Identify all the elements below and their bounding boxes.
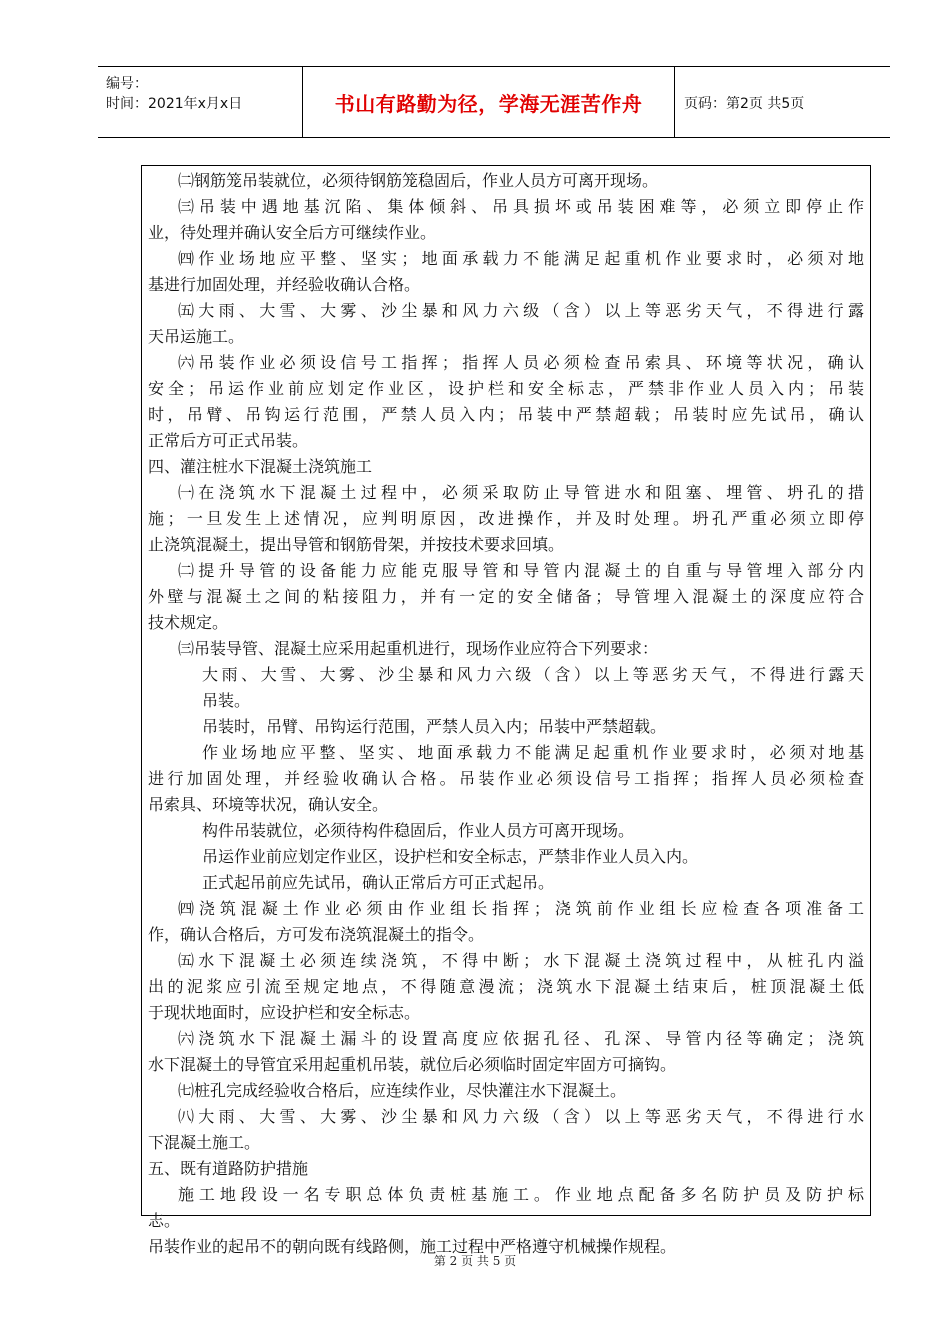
text-line: 吊装时，吊臂、吊钩运行范围，严禁人员入内；吊装中严禁超载。 (202, 717, 667, 736)
text-line: 外壁与混凝土之间的粘接阻力，并有一定的安全储备；导管埋入混凝土的深度应符合 (148, 587, 864, 606)
text-line: ㈤水下混凝土必须连续浇筑，不得中断；水下混凝土浇筑过程中，从桩孔内溢 (178, 951, 864, 970)
page-footer: 第 2 页 共 5 页 (433, 1254, 517, 1268)
page-label: 页码：第2页 共5页 (684, 96, 805, 112)
text-line: 吊运作业前应划定作业区，设护栏和安全标志，严禁非作业人员入内。 (202, 847, 699, 866)
text-line: 正常后方可正式吊装。 (148, 431, 309, 450)
text-line: 水下混凝土的导管宜采用起重机吊装，就位后必须临时固定牢固方可摘钩。 (148, 1055, 677, 1074)
text-line: 业，待处理并确认安全后方可继续作业。 (148, 223, 437, 242)
text-line: 构件吊装就位，必须待构件稳固后，作业人员方可离开现场。 (202, 821, 635, 840)
text-line: 作业场地应平整、坚实、地面承载力不能满足起重机作业要求时，必须对地基 (202, 743, 864, 762)
document-header (98, 66, 890, 138)
text-line: ㈡提升导管的设备能力应能克服导管和导管内混凝土的自重与导管埋入部分内 (178, 561, 864, 580)
text-line: 作，确认合格后，方可发布浇筑混凝土的指令。 (148, 925, 485, 944)
text-line: 技术规定。 (148, 613, 229, 632)
text-line: 安全；吊运作业前应划定作业区，设护栏和安全标志，严禁非作业人员入内；吊装 (148, 379, 864, 398)
text-line: 于现状地面时，应设护栏和安全标志。 (148, 1003, 421, 1022)
text-line: 时，吊臂、吊钩运行范围，严禁人员入内；吊装中严禁超载；吊装时应先试吊，确认 (148, 405, 864, 424)
text-line: 出的泥浆应引流至规定地点，不得随意漫流；浇筑水下混凝土结束后，桩顶混凝土低 (148, 977, 864, 996)
header-info-cell (98, 67, 302, 137)
text-line: ㈧大雨、大雪、大雾、沙尘暴和风力六级（含）以上等恶劣天气，不得进行水 (178, 1107, 864, 1126)
text-line: 下混凝土施工。 (148, 1133, 261, 1152)
text-line: 正式起吊前应先试吊，确认正常后方可正式起吊。 (202, 873, 555, 892)
section-heading: 四、灌注桩水下混凝土浇筑施工 (148, 457, 373, 476)
section-heading: 五、既有道路防护措施 (148, 1159, 309, 1178)
text-line: 施工地段设一名专职总体负责桩基施工。作业地点配备多名防护员及防护标 (178, 1185, 864, 1204)
text-line: 吊装作业的起吊不的朝向既有线路侧，施工过程中严格遵守机械操作规程。 (148, 1237, 677, 1256)
text-line: 大雨、大雪、大雾、沙尘暴和风力六级（含）以上等恶劣天气，不得进行露天 (202, 665, 864, 684)
text-line: ㈦桩孔完成经验收合格后，应连续作业，尽快灌注水下混凝土。 (178, 1081, 627, 1100)
text-line: 志。 (148, 1211, 181, 1230)
content-box (141, 165, 871, 1256)
text-line: ㈥吊装作业必须设信号工指挥；指挥人员必须检查吊索具、环境等状况，确认 (178, 353, 864, 372)
text-line: 吊索具、环境等状况，确认安全。 (148, 795, 389, 814)
text-line: ㈡钢筋笼吊装就位，必须待钢筋笼稳固后，作业人员方可离开现场。 (178, 171, 659, 190)
text-line: 基进行加固处理，并经验收确认合格。 (148, 275, 421, 294)
text-line: 施；一旦发生上述情况，应判明原因，改进操作，并及时处理。坍孔严重必须立即停 (148, 509, 864, 528)
text-line: ㈣浇筑混凝土作业必须由作业组长指挥；浇筑前作业组长应检查各项准备工 (178, 899, 864, 918)
text-line: ㈣作业场地应平整、坚实；地面承载力不能满足起重机作业要求时，必须对地 (178, 249, 864, 268)
text-line: ㈥浇筑水下混凝土漏斗的设置高度应依据孔径、孔深、导管内径等确定；浇筑 (178, 1029, 864, 1048)
text-line: 止浇筑混凝土，提出导管和钢筋骨架，并按技术要求回填。 (148, 535, 565, 554)
text-line: ㈤大雨、大雪、大雾、沙尘暴和风力六级（含）以上等恶劣天气，不得进行露 (178, 301, 864, 320)
date-label: 时间：2021年x月x日 (106, 96, 243, 112)
header-motto: 书山有路勤为径，学海无涯苦作舟 (334, 91, 643, 116)
number-label: 编号： (106, 76, 148, 92)
text-line: 天吊运施工。 (148, 327, 245, 346)
header-divider (674, 67, 675, 137)
text-line: 吊装。 (202, 691, 251, 710)
text-line: ㈠在浇筑水下混凝土过程中，必须采取防止导管进水和阻塞、埋管、坍孔的措 (178, 483, 864, 502)
text-line: ㈢吊装中遇地基沉陷、集体倾斜、吊具损坏或吊装困难等，必须立即停止作 (178, 197, 864, 216)
text-line: 进行加固处理，并经验收确认合格。吊装作业必须设信号工指挥；指挥人员必须检查 (148, 769, 864, 788)
text-line: ㈢吊装导管、混凝土应采用起重机进行，现场作业应符合下列要求： (178, 639, 659, 658)
